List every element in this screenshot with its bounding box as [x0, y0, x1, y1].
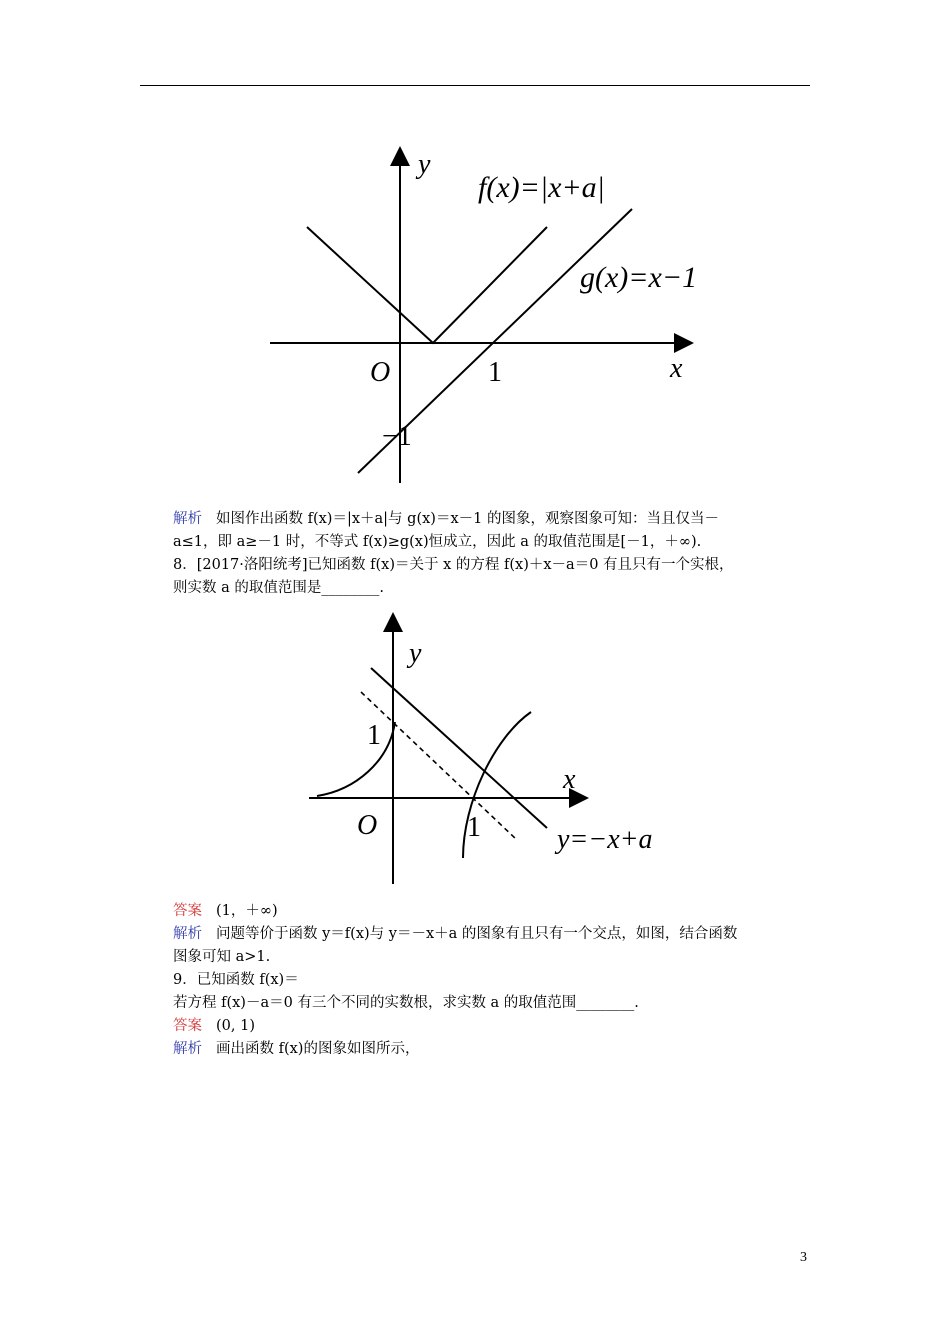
problem9-line1: 9．已知函数 f(x)＝ [173, 972, 299, 988]
line-y-neg-x-plus-a [371, 668, 547, 828]
graph-canvas-1 [250, 125, 730, 495]
figure-intersection-graph [295, 602, 690, 892]
page-number: 3 [800, 1250, 807, 1265]
answer9: 答案 (0, 1) [173, 1018, 255, 1034]
problem9-line2: 若方程 f(x)－a＝0 有三个不同的实数根，求实数 a 的取值范围________. [173, 995, 639, 1011]
problem8-line1: 8．[2017·洛阳统考]已知函数 f(x)＝关于 x 的方程 f(x)＋x－a＝0 有且只有一个实根， [173, 557, 734, 573]
origin-label: O [370, 357, 391, 388]
graph-canvas-2 [295, 602, 690, 892]
solution7-line1: 解析 如图作出函数 f(x)＝|x＋a|与 g(x)＝x－1 的图象，观察图象可知：当且仅当－ [173, 511, 719, 527]
solution-label: 解析 [173, 1041, 202, 1057]
line-equation-label: y=−x+a [557, 824, 653, 855]
answer-label: 答案 [173, 903, 202, 919]
figure-abs-value-graph [250, 125, 730, 495]
tick-label-y-1: 1 [367, 720, 381, 751]
dashed-reference-line [361, 692, 517, 840]
answer-label: 答案 [173, 1018, 202, 1034]
solution7-line2: a≤1，即 a≥－1 时，不等式 f(x)≥g(x)恒成立，因此 a 的取值范围是[－1，＋∞). [173, 534, 702, 550]
solution8-line1: 解析 问题等价于函数 y＝f(x)与 y＝－x＋a 的图象有且只有一个交点，如图，结合函数 [173, 926, 738, 942]
f-function-label: f(x)=|x+a| [478, 171, 605, 204]
left-curve [317, 722, 395, 796]
y-axis-label: y [409, 638, 422, 669]
tick-label-1: 1 [488, 357, 502, 388]
solution-label: 解析 [173, 511, 202, 527]
origin-label: O [357, 810, 378, 841]
tick-label-x-1: 1 [467, 812, 481, 843]
answer8: 答案 (1，＋∞) [173, 903, 278, 919]
x-axis-label: x [670, 353, 683, 384]
g-function-label: g(x)=x−1 [580, 261, 698, 294]
problem8-line2: 则实数 a 的取值范围是________. [173, 580, 384, 596]
y-axis-label: y [418, 149, 431, 180]
tick-label-neg-1: −1 [382, 421, 412, 452]
header-rule [140, 85, 810, 86]
x-axis-label: x [563, 764, 576, 795]
solution8-line2: 图象可知 a>1. [173, 949, 271, 965]
solution9: 解析 画出函数 f(x)的图象如图所示， [173, 1041, 420, 1057]
solution-label: 解析 [173, 926, 202, 942]
